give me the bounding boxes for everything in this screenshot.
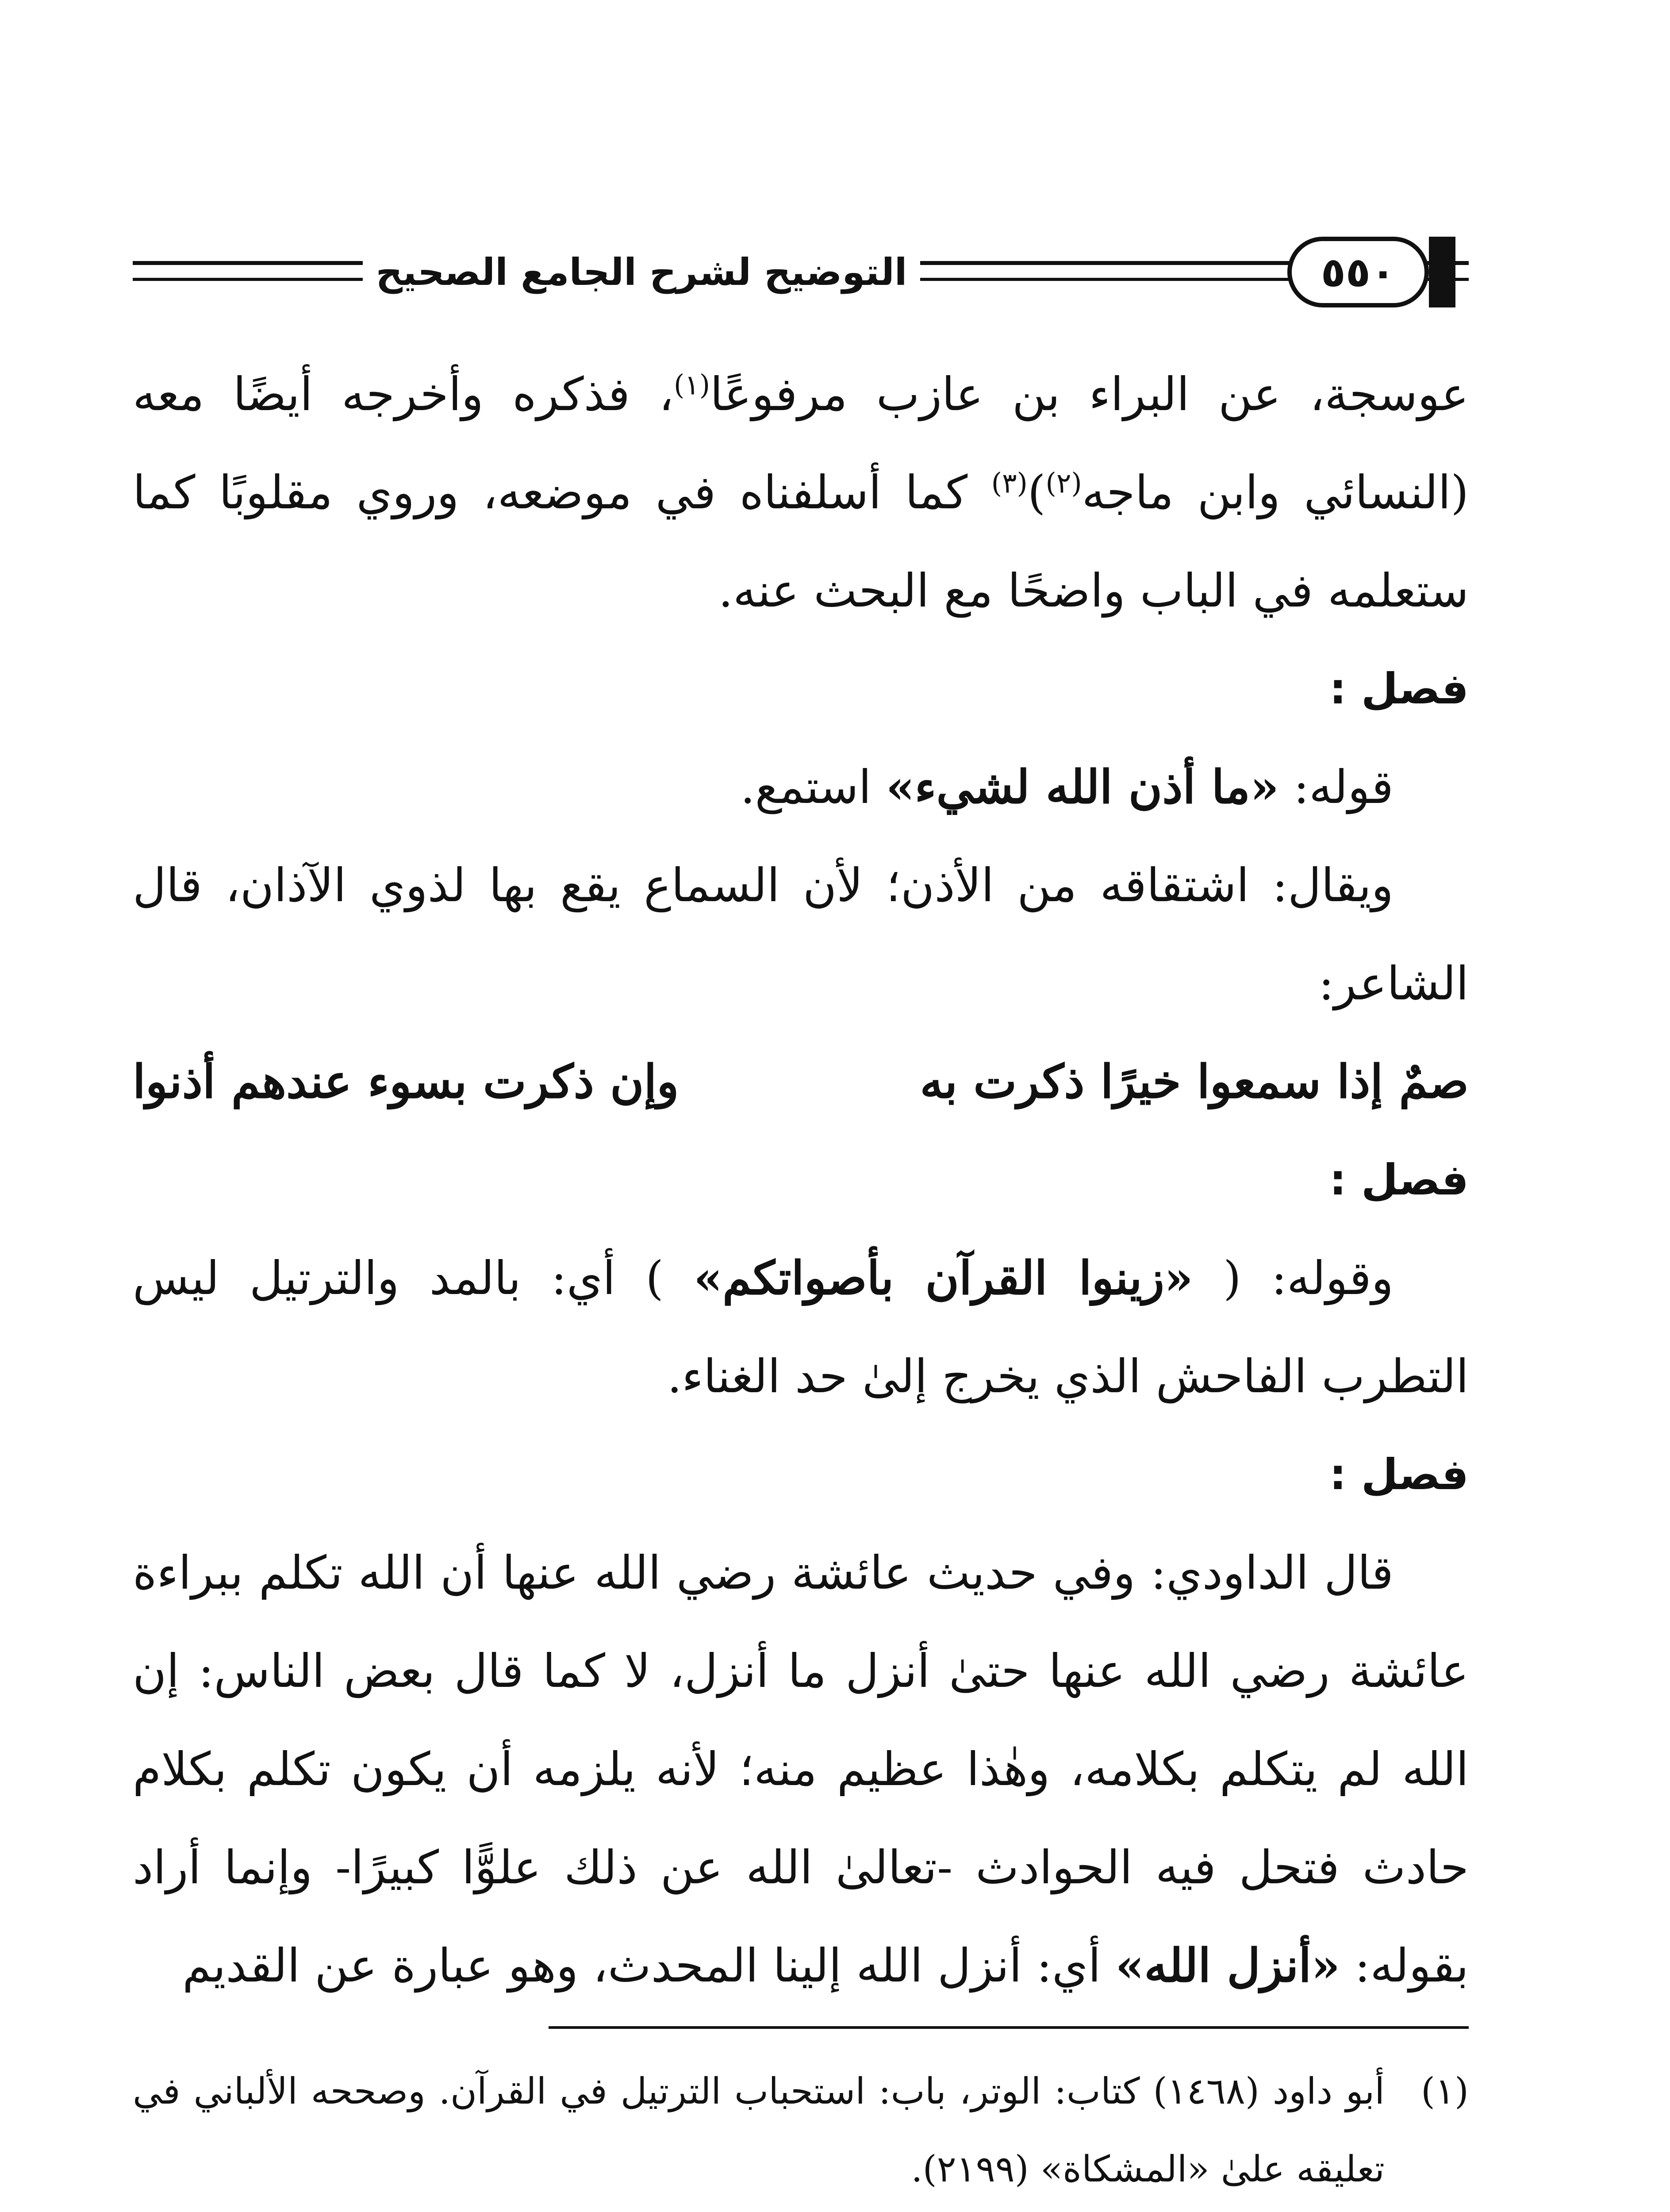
header-rule-left-bottom bbox=[133, 278, 363, 281]
text-run: ، فذكره وأخرجه أيضًا معه (النسائي وابن ماجه bbox=[133, 367, 1469, 519]
verse-first-hemistich: صمٌ إذا سمعوا خيرًا ذكرت به bbox=[920, 1054, 1469, 1109]
footnote bbox=[133, 2208, 1469, 2212]
running-header bbox=[133, 230, 1469, 314]
footnote-text bbox=[133, 2208, 1385, 2212]
hadith-quote: «ما أذن الله لشيء» bbox=[886, 760, 1279, 814]
footnote-ref: (١) bbox=[673, 369, 710, 401]
page-number-ornament bbox=[1429, 237, 1455, 307]
footnote-ref: (٢) bbox=[1045, 467, 1082, 499]
header-rule-left-top bbox=[133, 261, 363, 265]
section-heading: فصل : bbox=[1329, 1155, 1469, 1205]
paragraph bbox=[133, 1229, 1469, 1425]
footnote-number bbox=[1402, 2208, 1469, 2212]
paragraph bbox=[133, 1524, 1469, 2015]
running-title: التوضيح لشرح الجامع الصحيح bbox=[363, 248, 920, 296]
text-run: ) أي: بالمد والترتيل ليس التطرب الفاحش الذي يخرج إلىٰ حد الغناء. bbox=[133, 1251, 1469, 1403]
section-heading: فصل : bbox=[1329, 1450, 1469, 1499]
footnote-text: أبو داود (١٤٦٨) كتاب: الوتر، باب: استحباب الترتيل في القرآن. وصححه الألباني في تعليقه علىٰ «المشكاة» (٢١٩٩). bbox=[133, 2070, 1385, 2190]
footnote bbox=[133, 2053, 1469, 2208]
main-text bbox=[133, 345, 1469, 2017]
paragraph bbox=[133, 345, 1469, 640]
text-run: عوسجة، عن البراء بن عازب مرفوعًا bbox=[710, 367, 1469, 421]
text-run: استمع. bbox=[740, 760, 886, 814]
footnote-separator bbox=[549, 2026, 1469, 2029]
section-heading: فصل : bbox=[1329, 664, 1469, 714]
page-number: ٥٥٠ bbox=[1287, 237, 1429, 307]
footnote-ref: (٣) bbox=[991, 467, 1028, 499]
text-run: قوله: bbox=[1279, 760, 1394, 814]
footnote-number: (١) bbox=[1420, 2070, 1469, 2112]
hadith-quote: «زينوا القرآن بأصواتكم» bbox=[694, 1251, 1193, 1305]
text-run: أي: أنزل الله إلينا المحدث، وهو عبارة عن القديم bbox=[182, 1939, 1116, 1993]
poetry-verse bbox=[133, 1033, 1469, 1131]
hadith-quote: «أنزل الله» bbox=[1115, 1938, 1340, 1993]
verse-second-hemistich: وإن ذكرت بسوء عندهم أذنوا bbox=[133, 1054, 679, 1109]
text-run: ) bbox=[1027, 465, 1046, 519]
paragraph bbox=[133, 738, 1469, 836]
footnotes bbox=[133, 2053, 1469, 2212]
text-run: قال الداودي: وفي حديث عائشة رضي الله عنها أن الله تكلم ببراءة عائشة رضي الله عنها حتىٰ أنزل ما أنزل، لا كما قال بعض الناس: إن الله لم يتكلم بكلامه، وهٰذا عظيم منه؛ لأنه يلزمه أن يكون تكلم بكلام حادث فتحل فيه الحوادث -تعالىٰ الله عن ذلك علوًّا كبيرًا- وإنما أراد بقوله: bbox=[133, 1546, 1469, 1993]
paragraph: ويقال: اشتقاقه من الأذن؛ لأن السماع يقع بها لذوي الآذان، قال الشاعر: bbox=[133, 858, 1469, 1010]
text-run: وقوله: ( bbox=[1193, 1251, 1394, 1305]
text-run: كما أسلفناه في موضعه، وروي مقلوبًا كما ستعلمه في الباب واضحًا مع البحث عنه. bbox=[133, 465, 1469, 618]
